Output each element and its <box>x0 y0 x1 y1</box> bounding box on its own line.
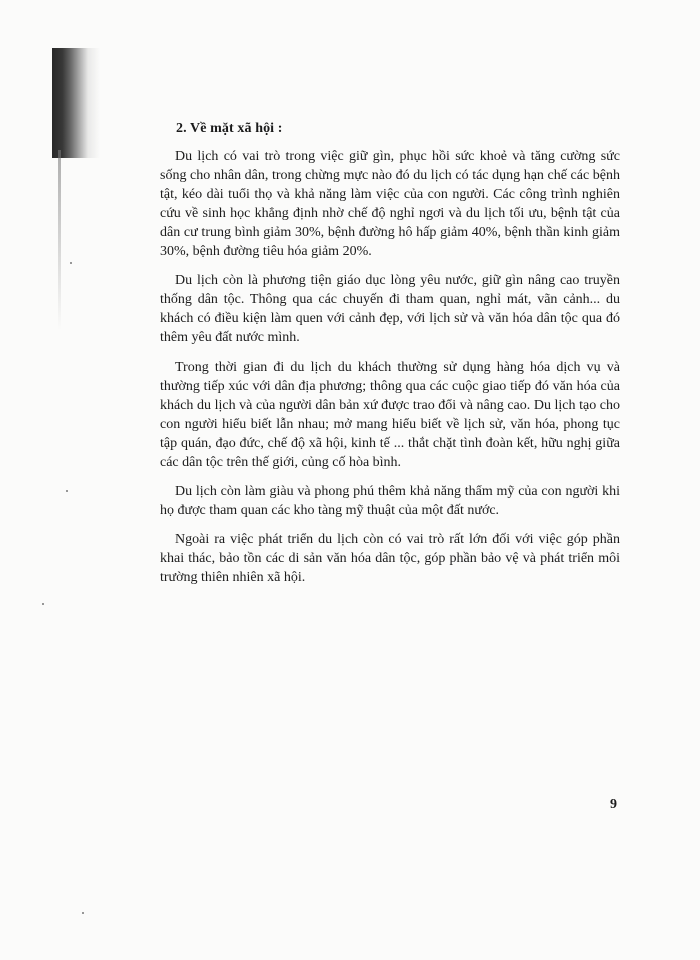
section-heading: 2. Về mặt xã hội : <box>176 121 283 136</box>
scan-edge-line <box>58 150 61 330</box>
scan-speck <box>82 912 84 914</box>
paragraph-health: Du lịch có vai trò trong việc giữ gìn, phục hồi sức khoẻ và tăng cường sức sống cho nhân dân, trong chừng mực nào đó du lịch có tác dụng hạn chế các bệnh tật, kéo dài tuổi thọ và khả năng làm việc của con người. Các công trình nghiên cứu về sinh học khẳng định nhờ chế độ nghỉ ngơi và du lịch tối ưu, bệnh tật của dân cư trung bình giảm 30%, bệnh đường hô hấp giảm 40%, bệnh thần kinh giảm 30%, bệnh đường tiêu hóa giảm 20%. <box>160 149 620 259</box>
paragraph-patriotism: Du lịch còn là phương tiện giáo dục lòng yêu nước, giữ gìn nâng cao truyền thống dân tộc. Thông qua các chuyến đi tham quan, nghỉ mát, vãn cảnh... du khách có điều kiện làm quen với cảnh đẹp, với lịch sử và văn hóa dân tộc qua đó thêm yêu đất nước mình. <box>160 273 620 345</box>
body-text <box>160 147 620 597</box>
scan-shadow <box>52 48 100 158</box>
scan-speck <box>66 490 68 492</box>
paragraph-cultural-exchange: Trong thời gian đi du lịch du khách thường sử dụng hàng hóa dịch vụ và thường tiếp xúc với dân địa phương; thông qua các cuộc giao tiếp đó văn hóa của khách du lịch và của người dân bản xứ được trao đổi và nâng cao. Du lịch tạo cho con người hiểu biết lẫn nhau; mở mang hiểu biết về lịch sử, văn hóa, phong tục tập quán, đạo đức, chế độ xã hội, kinh tế ... thắt chặt tình đoàn kết, hữu nghị giữa các dân tộc trên thế giới, củng cố hòa bình. <box>160 360 620 470</box>
paragraph-aesthetics: Du lịch còn làm giàu và phong phú thêm khả năng thẩm mỹ của con người khi họ được tham quan các kho tàng mỹ thuật của một đất nước. <box>160 484 620 518</box>
page-number: 9 <box>610 797 617 812</box>
scan-speck <box>42 603 44 605</box>
scan-speck <box>70 262 72 264</box>
paragraph-heritage: Ngoài ra việc phát triển du lịch còn có vai trò rất lớn đối với việc góp phần khai thác, bảo tồn các di sản văn hóa dân tộc, góp phần bảo vệ và phát triển môi trường thiên nhiên xã hội. <box>160 532 620 585</box>
